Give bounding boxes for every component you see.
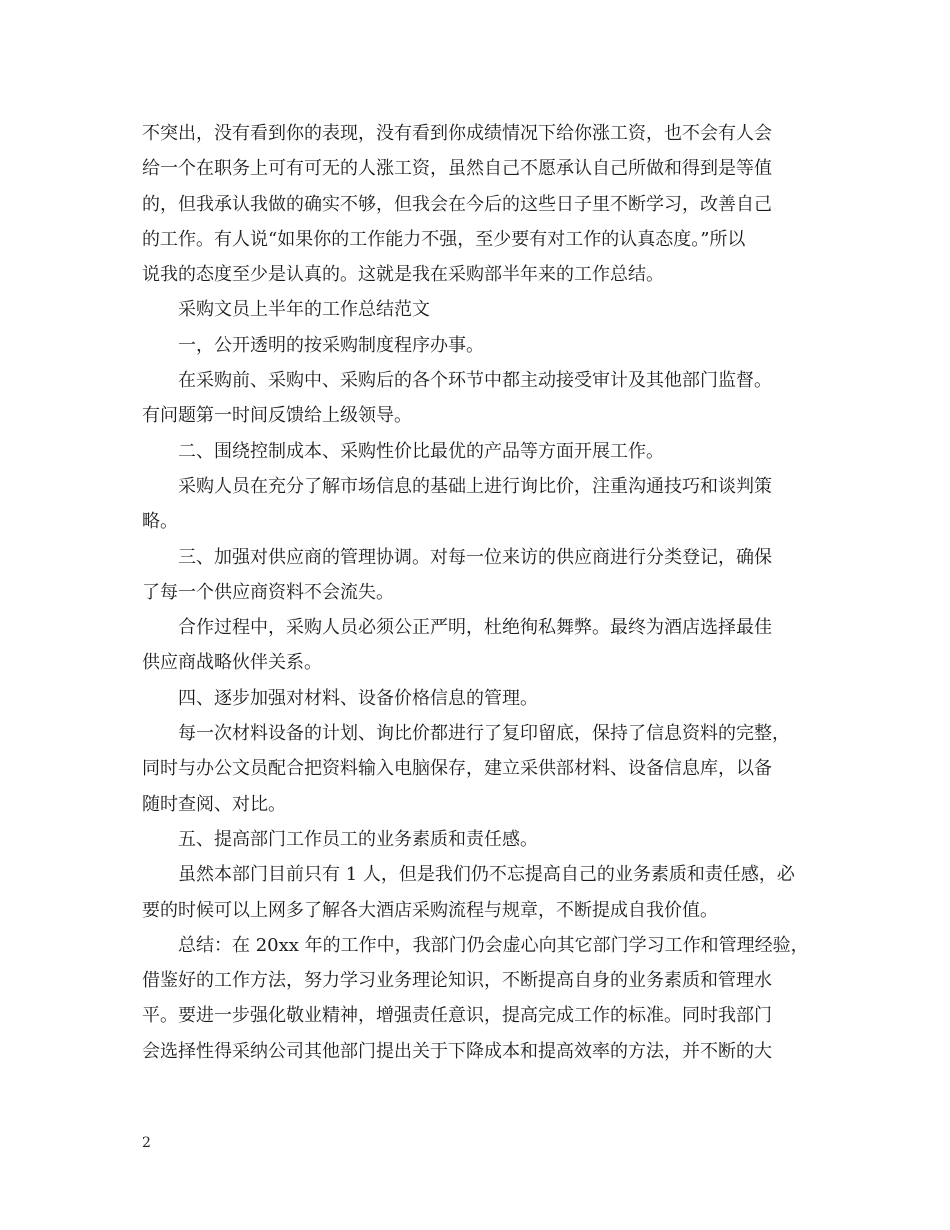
text-line: 不突出，没有看到你的表现，没有看到你成绩情况下给你涨工资，也不会有人会 xyxy=(142,123,772,144)
text-line: 借鉴好的工作方法，努力学习业务理论知识，不断提高自身的业务素质和管理水 xyxy=(142,970,772,992)
text-line: 说我的态度至少是认真的。这就是我在采购部半年来的工作总结。 xyxy=(142,264,664,286)
text-line: 了每一个供应商资料不会流失。 xyxy=(142,581,394,603)
text-line: 五、提高部门工作员工的业务素质和责任感。 xyxy=(178,828,538,850)
text-line: 虽然本部门目前只有 1 人，但是我们仍不忘提高自己的业务素质和责任感，必 xyxy=(178,864,795,886)
text-line: 三、加强对供应商的管理协调。对每一位来访的供应商进行分类登记，确保 xyxy=(178,546,772,568)
text-line: 给一个在职务上可有可无的人涨工资，虽然自己不愿承认自己所做和得到是等值 xyxy=(142,158,772,180)
text-line: 采购人员在充分了解市场信息的基础上进行询比价，注重沟通技巧和谈判策 xyxy=(178,475,772,497)
text-line: 在采购前、采购中、采购后的各个环节中都主动接受审计及其他部门监督。 xyxy=(178,370,772,392)
text-line: 随时查阅、对比。 xyxy=(142,793,286,815)
text-line: 要的时候可以上网多了解各大酒店采购流程与规章，不断提成自我价值。 xyxy=(142,899,718,921)
text-line: 二、围绕控制成本、采购性价比最优的产品等方面开展工作。 xyxy=(178,440,664,462)
text-line: 供应商战略伙伴关系。 xyxy=(142,652,322,674)
text-line: 略。 xyxy=(142,511,178,533)
text-line: 会选择性得采纳公司其他部门提出关于下降成本和提高效率的方法，并不断的大 xyxy=(142,1040,772,1062)
text-line: 采购文员上半年的工作总结范文 xyxy=(178,299,430,321)
text-line: 的工作。有人说“如果你的工作能力不强，至少要有对工作的认真态度。”所以 xyxy=(142,228,746,250)
text-line: 同时与办公文员配合把资料输入电脑保存，建立采供部材料、设备信息库，以备 xyxy=(142,758,772,780)
text-line: 四、逐步加强对材料、设备价格信息的管理。 xyxy=(178,687,538,709)
document-body xyxy=(142,116,810,1069)
text-line: 平。要进一步强化敬业精神，增强责任意识，提高完成工作的标准。同时我部门 xyxy=(142,1005,772,1027)
page-number: 2 xyxy=(142,1135,151,1151)
text-line: 总结：在 20xx 年的工作中，我部门仍会虚心向其它部门学习工作和管理经验， xyxy=(178,934,809,956)
text-line: 合作过程中，采购人员必须公正严明，杜绝徇私舞弊。最终为酒店选择最佳 xyxy=(178,617,772,639)
text-line: 有问题第一时间反馈给上级领导。 xyxy=(142,405,412,427)
text-line: 每一次材料设备的计划、询比价都进行了复印留底，保持了信息资料的完整， xyxy=(178,723,790,745)
text-line: 的，但我承认我做的确实不够，但我会在今后的这些日子里不断学习，改善自己 xyxy=(142,193,772,215)
text-line: 一，公开透明的按采购制度程序办事。 xyxy=(178,334,484,356)
